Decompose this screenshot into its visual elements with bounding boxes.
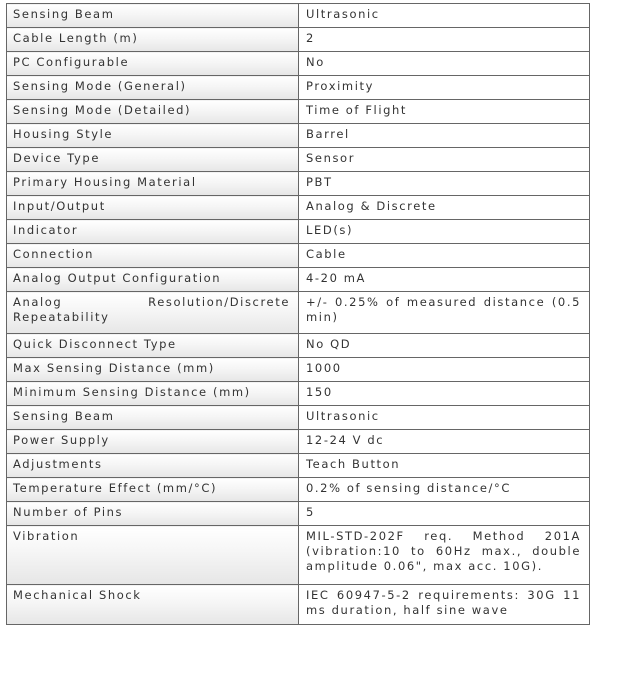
spec-value: IEC 60947-5-2 requirements: 30G 11 ms duration, half sine wave bbox=[299, 585, 590, 625]
spec-value: Teach Button bbox=[299, 454, 590, 478]
table-row bbox=[7, 406, 590, 430]
spec-label: Input/Output bbox=[7, 196, 299, 220]
spec-label: Analog Output Configuration bbox=[7, 268, 299, 292]
spec-value: Sensor bbox=[299, 148, 590, 172]
spec-value: Analog & Discrete bbox=[299, 196, 590, 220]
spec-label: Adjustments bbox=[7, 454, 299, 478]
spec-label: Power Supply bbox=[7, 430, 299, 454]
table-row bbox=[7, 478, 590, 502]
spec-label: Mechanical Shock bbox=[7, 585, 299, 625]
spec-label: PC Configurable bbox=[7, 52, 299, 76]
table-row bbox=[7, 28, 590, 52]
spec-value: 1000 bbox=[299, 358, 590, 382]
spec-value: LED(s) bbox=[299, 220, 590, 244]
spec-value: Barrel bbox=[299, 124, 590, 148]
spec-value: 2 bbox=[299, 28, 590, 52]
spec-value: Proximity bbox=[299, 76, 590, 100]
table-row bbox=[7, 76, 590, 100]
spec-value: 4-20 mA bbox=[299, 268, 590, 292]
table-row bbox=[7, 148, 590, 172]
table-row bbox=[7, 220, 590, 244]
table-row bbox=[7, 382, 590, 406]
spec-value: 150 bbox=[299, 382, 590, 406]
spec-value: Cable bbox=[299, 244, 590, 268]
spec-value: 0.2% of sensing distance/°C bbox=[299, 478, 590, 502]
table-row bbox=[7, 52, 590, 76]
spec-label: Sensing Mode (General) bbox=[7, 76, 299, 100]
specifications-table bbox=[6, 3, 590, 625]
spec-label: Housing Style bbox=[7, 124, 299, 148]
spec-label: Sensing Beam bbox=[7, 4, 299, 28]
spec-label: Max Sensing Distance (mm) bbox=[7, 358, 299, 382]
table-row bbox=[7, 4, 590, 28]
spec-value: +/- 0.25% of measured distance (0.5 min) bbox=[299, 292, 590, 334]
table-row bbox=[7, 100, 590, 124]
table-row bbox=[7, 196, 590, 220]
table-row bbox=[7, 172, 590, 196]
spec-value: 12-24 V dc bbox=[299, 430, 590, 454]
table-row bbox=[7, 526, 590, 585]
spec-value: No bbox=[299, 52, 590, 76]
spec-value: 5 bbox=[299, 502, 590, 526]
spec-label: Number of Pins bbox=[7, 502, 299, 526]
table-row bbox=[7, 334, 590, 358]
table-row bbox=[7, 502, 590, 526]
spec-label: Indicator bbox=[7, 220, 299, 244]
table-row bbox=[7, 430, 590, 454]
spec-value: No QD bbox=[299, 334, 590, 358]
table-row bbox=[7, 292, 590, 334]
spec-label: Sensing Beam bbox=[7, 406, 299, 430]
spec-label: Primary Housing Material bbox=[7, 172, 299, 196]
spec-label: Device Type bbox=[7, 148, 299, 172]
spec-label: Temperature Effect (mm/°C) bbox=[7, 478, 299, 502]
spec-value: Time of Flight bbox=[299, 100, 590, 124]
spec-label: Minimum Sensing Distance (mm) bbox=[7, 382, 299, 406]
spec-value: PBT bbox=[299, 172, 590, 196]
spec-label: Vibration bbox=[7, 526, 299, 585]
table-row bbox=[7, 358, 590, 382]
spec-value: Ultrasonic bbox=[299, 406, 590, 430]
table-row bbox=[7, 268, 590, 292]
spec-value: MIL-STD-202F req. Method 201A (vibration:10 to 60Hz max., double amplitude 0.06", max acc. 10G). bbox=[299, 526, 590, 585]
table-row bbox=[7, 585, 590, 625]
spec-label: Quick Disconnect Type bbox=[7, 334, 299, 358]
spec-value: Ultrasonic bbox=[299, 4, 590, 28]
table-row bbox=[7, 454, 590, 478]
spec-label: Analog Resolution/Discrete Repeatability bbox=[7, 292, 299, 334]
spec-label: Cable Length (m) bbox=[7, 28, 299, 52]
spec-label: Sensing Mode (Detailed) bbox=[7, 100, 299, 124]
spec-label: Connection bbox=[7, 244, 299, 268]
table-row bbox=[7, 124, 590, 148]
table-row bbox=[7, 244, 590, 268]
